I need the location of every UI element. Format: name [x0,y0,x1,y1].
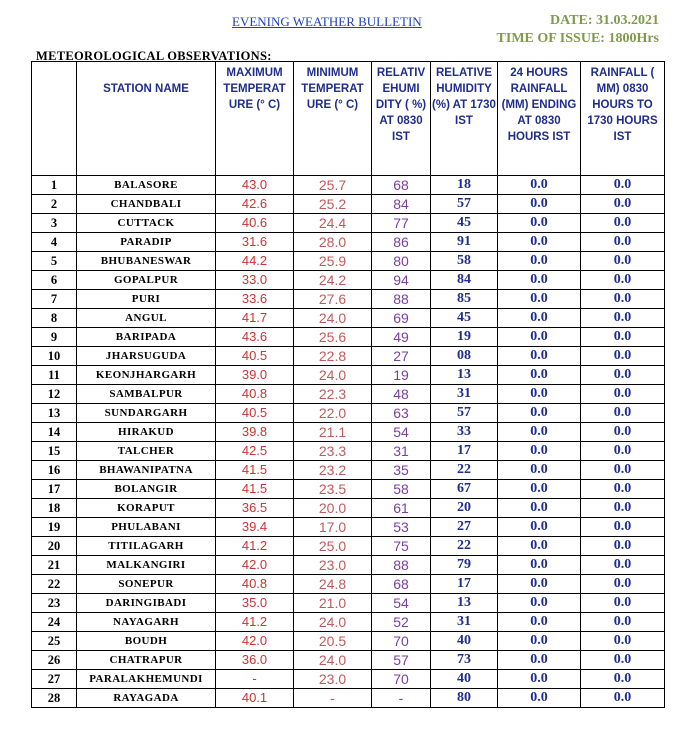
rain-24h-cell: 0.0 [498,252,581,271]
rain-day-cell: 0.0 [581,195,665,214]
sl-cell: 17 [32,480,77,499]
rain-day-cell: 0.0 [581,556,665,575]
station-cell: BHAWANIPATNA [77,461,216,480]
rain-24h-cell: 0.0 [498,404,581,423]
rh-1730-cell: 13 [431,366,498,385]
rain-24h-cell: 0.0 [498,632,581,651]
rain-24h-cell: 0.0 [498,613,581,632]
rh-0830-cell: 77 [372,214,431,233]
rh-1730-cell: 73 [431,651,498,670]
sl-cell: 26 [32,651,77,670]
rain-day-cell: 0.0 [581,651,665,670]
station-cell: GOPALPUR [77,271,216,290]
min-temp-cell: 23.0 [294,556,372,575]
rh-0830-cell: 69 [372,309,431,328]
rh-0830-cell: 19 [372,366,431,385]
rain-day-cell: 0.0 [581,461,665,480]
min-temp-cell: 23.2 [294,461,372,480]
rain-24h-cell: 0.0 [498,556,581,575]
rain-day-cell: 0.0 [581,423,665,442]
rain-24h-cell: 0.0 [498,309,581,328]
min-temp-cell: 23.0 [294,670,372,689]
max-temp-cell: 42.5 [216,442,294,461]
rh-1730-cell: 40 [431,670,498,689]
rain-24h-cell: 0.0 [498,499,581,518]
sl-cell: 12 [32,385,77,404]
rain-day-cell: 0.0 [581,309,665,328]
max-temp-cell: 42.0 [216,632,294,651]
rain-day-cell: 0.0 [581,670,665,689]
sl-cell: 6 [32,271,77,290]
table-row [32,461,665,480]
sl-cell: 4 [32,233,77,252]
sl-cell: 28 [32,689,77,708]
table-row [32,309,665,328]
rain-24h-cell: 0.0 [498,195,581,214]
rain-24h-cell: 0.0 [498,651,581,670]
table-row [32,195,665,214]
station-cell: PHULABANI [77,518,216,537]
bulletin-date: DATE: 31.03.2021 [549,13,659,28]
rain-day-cell: 0.0 [581,480,665,499]
rh-1730-cell: 22 [431,537,498,556]
max-temp-cell: 35.0 [216,594,294,613]
table-row [32,214,665,233]
col-header-rh-1730: RELATIVE HUMIDITY (%) AT 1730 IST [431,62,498,176]
sl-cell: 27 [32,670,77,689]
sl-cell: 18 [32,499,77,518]
min-temp-cell: 22.0 [294,404,372,423]
table-row [32,480,665,499]
max-temp-cell: 40.1 [216,689,294,708]
table-row [32,556,665,575]
rain-day-cell: 0.0 [581,499,665,518]
rain-day-cell: 0.0 [581,176,665,195]
min-temp-cell: - [294,689,372,708]
observations-table [31,61,665,708]
table-row [32,632,665,651]
rain-day-cell: 0.0 [581,442,665,461]
min-temp-cell: 27.6 [294,290,372,309]
station-cell: TITILAGARH [77,537,216,556]
bulletin-title: EVENING WEATHER BULLETIN [232,14,422,29]
col-header-max-temp: MAXIMUM TEMPERAT URE (° C) [216,62,294,176]
max-temp-cell: 43.6 [216,328,294,347]
station-cell: MALKANGIRI [77,556,216,575]
max-temp-cell: 33.6 [216,290,294,309]
rh-0830-cell: 61 [372,499,431,518]
rain-24h-cell: 0.0 [498,214,581,233]
rh-0830-cell: 63 [372,404,431,423]
table-row [32,651,665,670]
sl-cell: 13 [32,404,77,423]
rh-1730-cell: 17 [431,442,498,461]
rain-24h-cell: 0.0 [498,271,581,290]
station-cell: PURI [77,290,216,309]
rain-day-cell: 0.0 [581,290,665,309]
sl-cell: 14 [32,423,77,442]
table-row [32,252,665,271]
min-temp-cell: 24.0 [294,309,372,328]
rh-1730-cell: 08 [431,347,498,366]
rain-24h-cell: 0.0 [498,366,581,385]
table-row [32,689,665,708]
table-row [32,613,665,632]
rh-0830-cell: - [372,689,431,708]
sl-cell: 7 [32,290,77,309]
station-cell: BOUDH [77,632,216,651]
sl-cell: 16 [32,461,77,480]
station-cell: TALCHER [77,442,216,461]
rh-0830-cell: 58 [372,480,431,499]
table-row [32,670,665,689]
rh-0830-cell: 52 [372,613,431,632]
rh-1730-cell: 57 [431,195,498,214]
rain-day-cell: 0.0 [581,689,665,708]
min-temp-cell: 23.3 [294,442,372,461]
station-cell: BOLANGIR [77,480,216,499]
rh-1730-cell: 57 [431,404,498,423]
col-header-station: STATION NAME [77,62,216,176]
rh-0830-cell: 88 [372,556,431,575]
rain-24h-cell: 0.0 [498,176,581,195]
max-temp-cell: 39.8 [216,423,294,442]
rain-day-cell: 0.0 [581,214,665,233]
min-temp-cell: 24.0 [294,613,372,632]
sl-cell: 8 [32,309,77,328]
min-temp-cell: 24.0 [294,366,372,385]
max-temp-cell: 36.5 [216,499,294,518]
rh-1730-cell: 79 [431,556,498,575]
rain-24h-cell: 0.0 [498,290,581,309]
date-block [497,12,659,48]
sl-cell: 24 [32,613,77,632]
min-temp-cell: 25.6 [294,328,372,347]
table-row [32,575,665,594]
table-row [32,385,665,404]
rh-0830-cell: 86 [372,233,431,252]
col-header-rh-0830: RELATIV EHUMI DITY ( %) AT 0830 IST [372,62,431,176]
min-temp-cell: 25.2 [294,195,372,214]
rh-1730-cell: 31 [431,385,498,404]
rh-0830-cell: 68 [372,176,431,195]
rh-1730-cell: 33 [431,423,498,442]
min-temp-cell: 17.0 [294,518,372,537]
station-cell: PARADIP [77,233,216,252]
min-temp-cell: 28.0 [294,233,372,252]
max-temp-cell: 43.0 [216,176,294,195]
rain-24h-cell: 0.0 [498,575,581,594]
table-body [32,176,665,708]
min-temp-cell: 22.3 [294,385,372,404]
rh-0830-cell: 84 [372,195,431,214]
station-cell: PARALAKHEMUNDI [77,670,216,689]
min-temp-cell: 24.8 [294,575,372,594]
table-row [32,271,665,290]
rh-0830-cell: 57 [372,651,431,670]
rh-1730-cell: 45 [431,214,498,233]
rh-1730-cell: 80 [431,689,498,708]
rain-24h-cell: 0.0 [498,423,581,442]
sl-cell: 9 [32,328,77,347]
station-cell: JHARSUGUDA [77,347,216,366]
rh-1730-cell: 58 [431,252,498,271]
rain-24h-cell: 0.0 [498,442,581,461]
sl-cell: 20 [32,537,77,556]
rain-day-cell: 0.0 [581,347,665,366]
station-cell: BALASORE [77,176,216,195]
station-cell: HIRAKUD [77,423,216,442]
min-temp-cell: 21.0 [294,594,372,613]
rh-1730-cell: 31 [431,613,498,632]
rh-0830-cell: 54 [372,594,431,613]
station-cell: CHATRAPUR [77,651,216,670]
time-of-issue: TIME OF ISSUE: 1800Hrs [496,31,659,46]
min-temp-cell: 25.9 [294,252,372,271]
max-temp-cell: 41.2 [216,613,294,632]
rain-24h-cell: 0.0 [498,328,581,347]
col-header-rain-24h: 24 HOURS RAINFALL (MM) ENDING AT 0830 HOURS IST [498,62,581,176]
rh-1730-cell: 17 [431,575,498,594]
max-temp-cell: - [216,670,294,689]
col-header-sl [32,62,77,176]
rh-0830-cell: 70 [372,632,431,651]
rain-24h-cell: 0.0 [498,480,581,499]
min-temp-cell: 25.7 [294,176,372,195]
max-temp-cell: 42.6 [216,195,294,214]
rain-24h-cell: 0.0 [498,518,581,537]
max-temp-cell: 41.2 [216,537,294,556]
rh-1730-cell: 40 [431,632,498,651]
station-cell: KORAPUT [77,499,216,518]
station-cell: RAYAGADA [77,689,216,708]
max-temp-cell: 41.5 [216,461,294,480]
rh-1730-cell: 45 [431,309,498,328]
rh-1730-cell: 19 [431,328,498,347]
rain-24h-cell: 0.0 [498,461,581,480]
table-row [32,233,665,252]
rain-24h-cell: 0.0 [498,537,581,556]
max-temp-cell: 40.5 [216,404,294,423]
rh-0830-cell: 75 [372,537,431,556]
table-row [32,499,665,518]
max-temp-cell: 40.8 [216,385,294,404]
rain-day-cell: 0.0 [581,518,665,537]
min-temp-cell: 20.0 [294,499,372,518]
rh-1730-cell: 18 [431,176,498,195]
rain-24h-cell: 0.0 [498,670,581,689]
table-row [32,404,665,423]
max-temp-cell: 42.0 [216,556,294,575]
station-cell: SUNDARGARH [77,404,216,423]
table-row [32,537,665,556]
rh-1730-cell: 27 [431,518,498,537]
max-temp-cell: 41.7 [216,309,294,328]
rh-0830-cell: 49 [372,328,431,347]
station-cell: SONEPUR [77,575,216,594]
min-temp-cell: 25.0 [294,537,372,556]
max-temp-cell: 39.4 [216,518,294,537]
rh-0830-cell: 27 [372,347,431,366]
min-temp-cell: 21.1 [294,423,372,442]
rain-24h-cell: 0.0 [498,347,581,366]
rh-0830-cell: 80 [372,252,431,271]
rh-0830-cell: 31 [372,442,431,461]
sl-cell: 5 [32,252,77,271]
max-temp-cell: 40.5 [216,347,294,366]
rh-1730-cell: 20 [431,499,498,518]
rain-24h-cell: 0.0 [498,689,581,708]
min-temp-cell: 23.5 [294,480,372,499]
rain-24h-cell: 0.0 [498,594,581,613]
max-temp-cell: 33.0 [216,271,294,290]
sl-cell: 19 [32,518,77,537]
max-temp-cell: 36.0 [216,651,294,670]
rain-day-cell: 0.0 [581,575,665,594]
table-row [32,328,665,347]
rain-24h-cell: 0.0 [498,233,581,252]
table-row [32,442,665,461]
rh-0830-cell: 53 [372,518,431,537]
sl-cell: 1 [32,176,77,195]
table-row [32,423,665,442]
min-temp-cell: 24.4 [294,214,372,233]
station-cell: CUTTACK [77,214,216,233]
rain-24h-cell: 0.0 [498,385,581,404]
rain-day-cell: 0.0 [581,404,665,423]
rh-1730-cell: 91 [431,233,498,252]
col-header-rain-day: RAINFALL ( MM) 0830 HOURS TO 1730 HOURS IST [581,62,665,176]
table-row [32,176,665,195]
section-heading: METEOROLOGICAL OBSERVATIONS: [36,49,272,63]
rain-day-cell: 0.0 [581,271,665,290]
sl-cell: 25 [32,632,77,651]
rh-0830-cell: 70 [372,670,431,689]
station-cell: BHUBANESWAR [77,252,216,271]
sl-cell: 22 [32,575,77,594]
max-temp-cell: 31.6 [216,233,294,252]
sl-cell: 3 [32,214,77,233]
min-temp-cell: 22.8 [294,347,372,366]
station-cell: DARINGIBADI [77,594,216,613]
max-temp-cell: 44.2 [216,252,294,271]
table-row [32,366,665,385]
table-row [32,290,665,309]
rh-1730-cell: 85 [431,290,498,309]
rain-day-cell: 0.0 [581,328,665,347]
rh-1730-cell: 22 [431,461,498,480]
rh-0830-cell: 88 [372,290,431,309]
max-temp-cell: 41.5 [216,480,294,499]
table-row [32,594,665,613]
rh-0830-cell: 54 [372,423,431,442]
min-temp-cell: 20.5 [294,632,372,651]
rh-1730-cell: 84 [431,271,498,290]
sl-cell: 11 [32,366,77,385]
header-row [32,62,665,176]
min-temp-cell: 24.2 [294,271,372,290]
station-cell: SAMBALPUR [77,385,216,404]
station-cell: ANGUL [77,309,216,328]
rain-day-cell: 0.0 [581,594,665,613]
table-row [32,347,665,366]
table-row [32,518,665,537]
sl-cell: 10 [32,347,77,366]
rh-1730-cell: 13 [431,594,498,613]
rain-day-cell: 0.0 [581,613,665,632]
station-cell: KEONJHARGARH [77,366,216,385]
max-temp-cell: 39.0 [216,366,294,385]
rain-day-cell: 0.0 [581,385,665,404]
rain-day-cell: 0.0 [581,252,665,271]
sl-cell: 23 [32,594,77,613]
col-header-min-temp: MINIMUM TEMPERAT URE (° C) [294,62,372,176]
max-temp-cell: 40.8 [216,575,294,594]
station-cell: NAYAGARH [77,613,216,632]
min-temp-cell: 24.0 [294,651,372,670]
rain-day-cell: 0.0 [581,366,665,385]
station-cell: BARIPADA [77,328,216,347]
rain-day-cell: 0.0 [581,632,665,651]
rh-0830-cell: 94 [372,271,431,290]
rh-1730-cell: 67 [431,480,498,499]
rh-0830-cell: 68 [372,575,431,594]
station-cell: CHANDBALI [77,195,216,214]
rain-day-cell: 0.0 [581,537,665,556]
sl-cell: 21 [32,556,77,575]
max-temp-cell: 40.6 [216,214,294,233]
sl-cell: 15 [32,442,77,461]
rh-0830-cell: 48 [372,385,431,404]
rain-day-cell: 0.0 [581,233,665,252]
rh-0830-cell: 35 [372,461,431,480]
sl-cell: 2 [32,195,77,214]
